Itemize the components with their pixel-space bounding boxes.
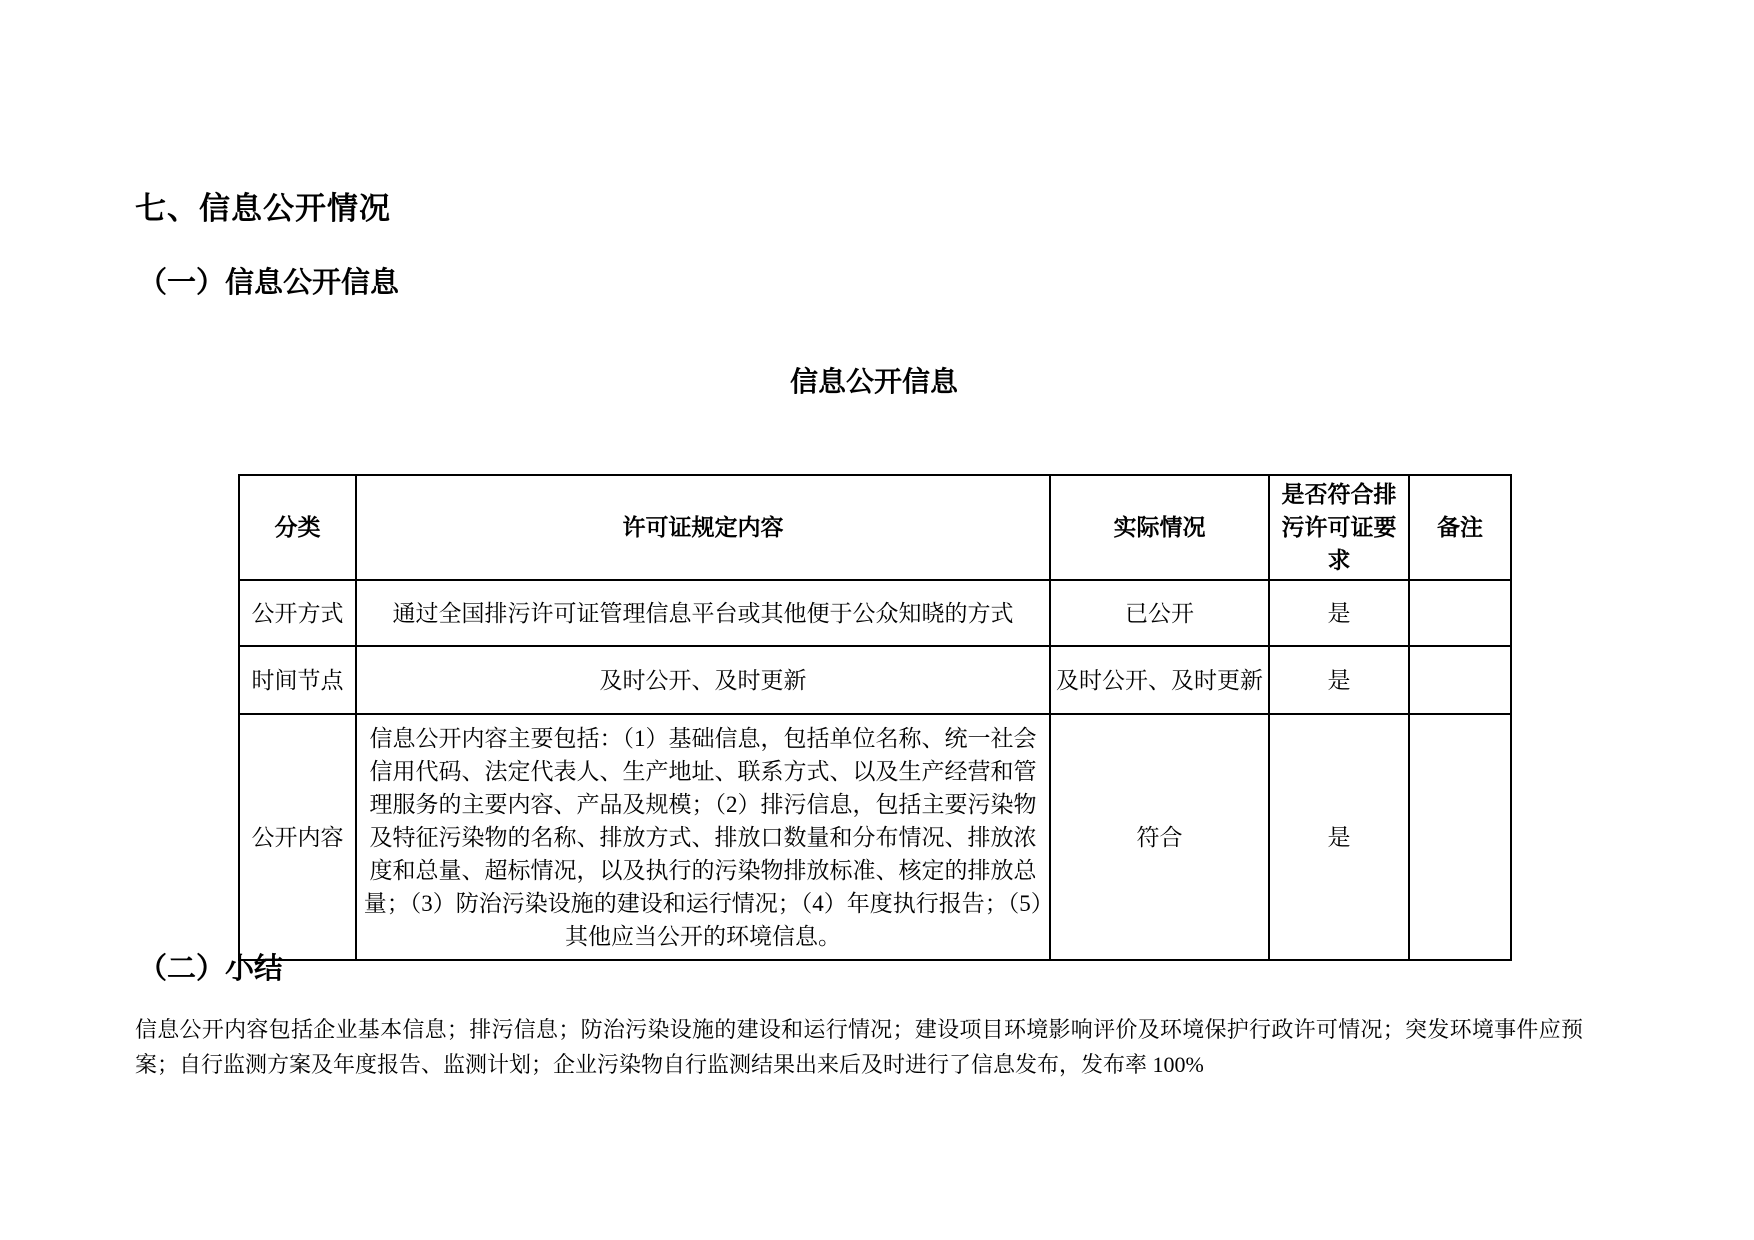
col-header-compliance: 是否符合排污许可证要求 <box>1269 475 1409 580</box>
col-header-category: 分类 <box>239 475 356 580</box>
disclosure-info-table <box>238 474 1512 961</box>
cell-actual-situation: 符合 <box>1050 714 1269 960</box>
table-row-time-node <box>239 646 1511 714</box>
cell-actual-situation: 已公开 <box>1050 580 1269 646</box>
cell-remark <box>1409 580 1511 646</box>
cell-category: 公开内容 <box>239 714 356 960</box>
table-row-disclosure-method <box>239 580 1511 646</box>
col-header-permit-required-content: 许可证规定内容 <box>356 475 1050 580</box>
table-header-row <box>239 475 1511 580</box>
col-header-actual-situation: 实际情况 <box>1050 475 1269 580</box>
cell-category: 公开方式 <box>239 580 356 646</box>
section-heading: 七、信息公开情况 <box>135 191 391 226</box>
cell-remark <box>1409 646 1511 714</box>
cell-compliance: 是 <box>1269 646 1409 714</box>
subsection-heading-summary: （二）小结 <box>138 953 284 985</box>
cell-compliance: 是 <box>1269 580 1409 646</box>
table-row-disclosure-content <box>239 714 1511 960</box>
summary-paragraph: 信息公开内容包括企业基本信息；排污信息；防治污染设施的建设和运行情况；建设项目环境影响评价及环境保护行政许可情况；突发环境事件应预案；自行监测方案及年度报告、监测计划；企业污染物自行监测结果出来后及时进行了信息发布，发布率 100% <box>135 1017 1583 1077</box>
subsection-heading-disclosure-info: （一）信息公开信息 <box>138 267 400 299</box>
table-title: 信息公开信息 <box>789 367 958 398</box>
cell-required-content: 及时公开、及时更新 <box>356 646 1050 714</box>
cell-required-content: 通过全国排污许可证管理信息平台或其他便于公众知晓的方式 <box>356 580 1050 646</box>
cell-category: 时间节点 <box>239 646 356 714</box>
cell-required-content: 信息公开内容主要包括：（1）基础信息，包括单位名称、统一社会信用代码、法定代表人、生产地址、联系方式、以及生产经营和管理服务的主要内容、产品及规模；（2）排污信息，包括主要污染物及特征污染物的名称、排放方式、排放口数量和分布情况、排放浓度和总量、超标情况，以及执行的污染物排放标准、核定的排放总量；（3）防治污染设施的建设和运行情况；（4）年度执行报告；（5）其他应当公开的环境信息。 <box>356 714 1050 960</box>
cell-actual-situation: 及时公开、及时更新 <box>1050 646 1269 714</box>
cell-remark <box>1409 714 1511 960</box>
col-header-remark: 备注 <box>1409 475 1511 580</box>
cell-compliance: 是 <box>1269 714 1409 960</box>
